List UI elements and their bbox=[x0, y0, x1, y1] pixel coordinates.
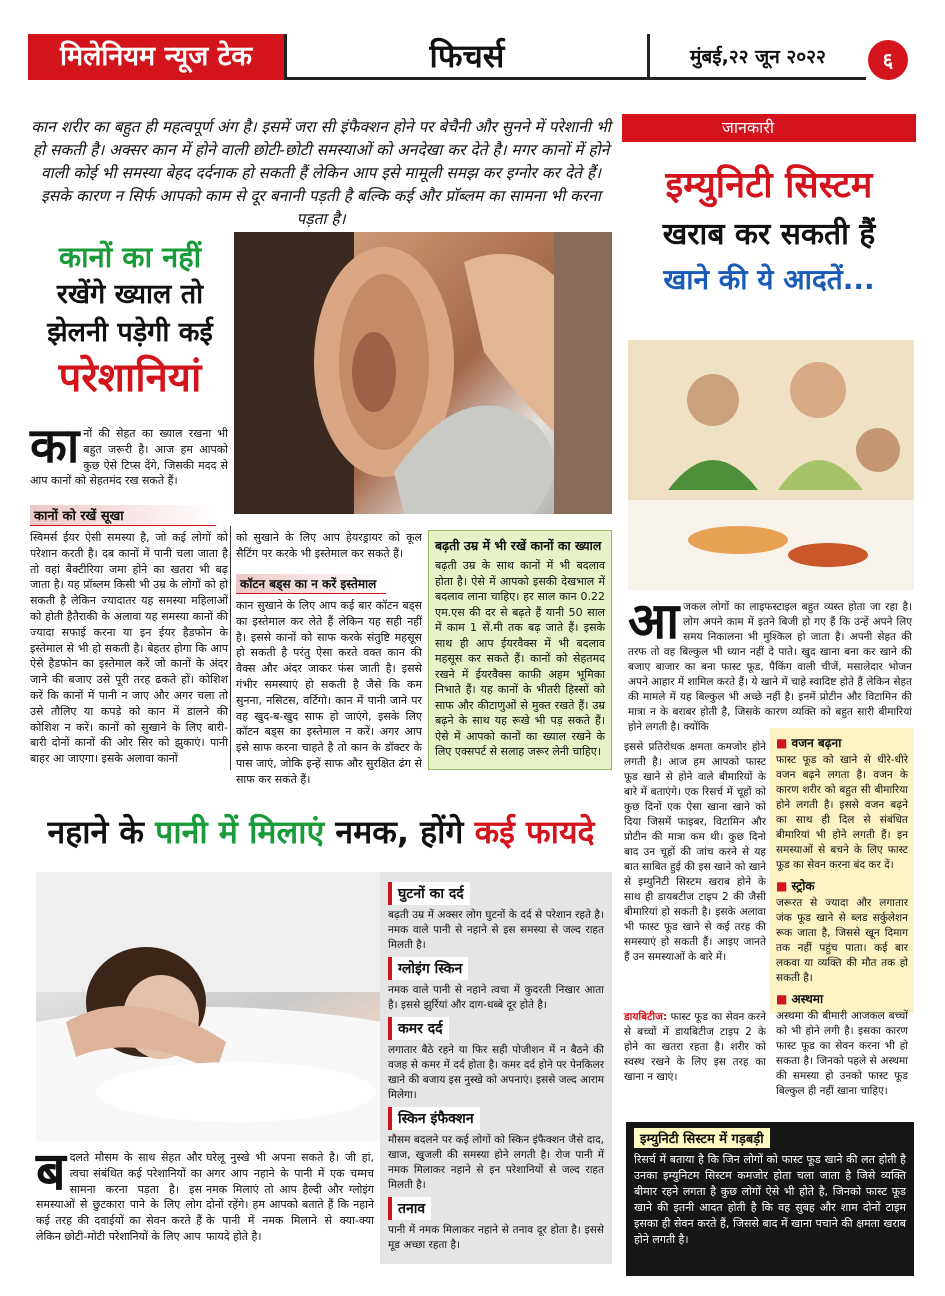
bath-benefit-title: घुटनों का दर्द bbox=[388, 882, 470, 905]
immunity-disorder-title: इम्युनिटी सिस्टम में गड़बड़ी bbox=[634, 1128, 770, 1148]
diabetes-label: डायबिटीज: bbox=[624, 1011, 668, 1023]
bath-headline-part2: पानी में मिलाएं bbox=[155, 813, 325, 851]
immunity-lead-paragraph bbox=[628, 592, 912, 735]
ear-intro: कान शरीर का बहुत ही महत्वपूर्ण अंग है। इसमें जरा सी इंफैक्शन होने पर बेचैनी और सुनने में परेशानी भी हो सकती है। अक्सर कान में होने वाली छोटी-छोटी समस्याओं को अनदेखा कर देते है। मगर कानों में होने वाली कोई भी समस्या बेहद दर्दनाक हो सकती हैं लेकिन आप इसे मामूली समझ कर इग्नोर कर देते हैं। इसके कारण न सिर्फ आपको काम से दूर बनानी पड़ती है बल्कि कई और प्रॉब्लम का सामना भी करना पड़ता है। bbox=[31, 118, 611, 228]
section-tag: जानकारी bbox=[622, 114, 916, 142]
ear-column-2b: कान सुखाने के लिए आप कई बार कॉटन बड्स का इस्तेमाल कर लेते हैं लेकिन यह सही नहीं है। इससे कानों को साफ करके संतुष्टि महसूस हो सकती है परंतु ऐसा करते वक्त कान की वैक्स और अंदर जाकर फंस जाती है। इससे गंभीर समस्याएं हो सकती है जैसे कि कम सुनना, नसिटस, वर्टिगो। कान में पानी जाने पर वह खुद-ब-खुद साफ हो जाएंगे, इसके लिए कॉटन बड्स का इस्तेमाल न करें। अगर आप इसे साफ करना चाहते है तो कान के डॉक्टर के पास जाएं, जोकि इन्हें साफ और सुरक्षित ढंग से साफ कर सकते हैं। bbox=[236, 599, 422, 786]
ear-aging-box bbox=[428, 530, 612, 770]
bath-benefits-box bbox=[380, 872, 612, 1264]
immunity-disorder-text: रिसर्च में बताया है कि जिन लोगों को फास्ट फूड खाने की लत होती है उनका इम्युनिटम सिस्टम कमजोर होता चला जाता है जिसे व्यक्ति बीमार रहने लगता है कुछ लोगों ऐसे भी होते है, जिनको फास्ट फूड खाने की इतनी आदत होती है कि वह सुबह और शाम दोनों टाइम इसका ही सेवन करते हैं, जिससे बाद में खाना पचाने की क्षमता खराब होने लगती है। bbox=[634, 1153, 906, 1246]
bath-dropcap: ब bbox=[36, 1142, 66, 1202]
ear-column-2a: को सुखाने के लिए आप हेयरड्रायर को कूल सैटिंग पर करके भी इस्तेमाल कर सकते हैं। bbox=[236, 531, 422, 560]
ear-photo bbox=[234, 232, 612, 514]
section-title: फिचर्स bbox=[284, 34, 650, 80]
diabetes-note bbox=[624, 1010, 766, 1085]
risk-item bbox=[776, 990, 908, 1099]
ear-headline-line2: रखेंगे ख्याल तो bbox=[56, 279, 204, 310]
bath-benefit-item bbox=[388, 1103, 604, 1193]
page-number: ६ bbox=[868, 40, 908, 80]
bath-headline-part3: नमक, होंगे bbox=[324, 813, 475, 851]
risk-title: ■ स्ट्रोक bbox=[776, 879, 815, 893]
bath-benefit-title: ग्लोइंग स्किन bbox=[388, 957, 468, 980]
immunity-headline-line2: खराब कर सकती हैं bbox=[662, 217, 876, 252]
bath-illustration bbox=[36, 872, 382, 1142]
risk-title: ■ वजन बढ़ना bbox=[776, 736, 842, 750]
immunity-headline-line1: इम्युनिटी सिस्टम bbox=[665, 165, 873, 206]
ear-headline-line3: झेलनी पड़ेगी कई bbox=[47, 317, 213, 348]
risk-text: फास्ट फूड को खाने से धीरे-धीरे वजन बढ़ने लगता है। वजन के कारण शरीर को बहुत सी बीमारिया होने लगती है। इससे वजन बढ़ने का साथ ही दिल से संबंधित बीमारियां भी होने लगती हैं। इन समस्याओं से बचने के लिए फास्ट फूड का सेवन करना बंद कर दें। bbox=[776, 754, 908, 871]
immunity-lead-text: जकल लोगों का लाइफस्टाइल बहुत व्यस्त होता जा रहा है। लोग अपने काम में इतने बिजी हो गए हैं कि उन्हें अपने लिए समय निकालना भी मुश्किल हो जाता है। अपनी सेहत की तरफ तो वह बिल्कुल भी ध्यान नहीं दे पाते। खुद खाना बना कर खाने की बजाए बाजार का बना फास्ट फूड, पैकिंग वाली चीजें, मसालेदार भोजन अपने आहार में शामिल करते हैं। ये खाने में चाहे स्वादिष्ट होते हैं लेकिन सेहत की मामले में यह बिल्कुल भी अच्छे नहीं है। इनमें प्रोटीन और विटामिन की मात्रा न के बराबर होती है, जिसके कारण व्यक्ति को बहुत सारी बीमारियां होने लगती है। क्योंकि bbox=[628, 601, 912, 733]
risk-item bbox=[776, 734, 908, 873]
bath-headline bbox=[30, 812, 612, 852]
immunity-headline bbox=[622, 160, 916, 302]
bath-benefit-title: स्किन इंफैक्शन bbox=[388, 1107, 480, 1130]
ear-subhead-dry: कानों को रखें सूखा bbox=[30, 505, 216, 526]
bath-headline-part1: नहाने के bbox=[47, 813, 156, 851]
ear-aging-title: बढ़ती उम्र में भी रखें कानों का ख्याल bbox=[435, 538, 602, 553]
ear-subhead-cotton: कॉटन बड्स का न करें इस्तेमाल bbox=[236, 574, 386, 594]
immunity-dropcap: आ bbox=[628, 592, 680, 650]
ear-lead-paragraph bbox=[30, 418, 228, 489]
bath-benefit-text: लगातार बैठे रहने या फिर सही पोजीशन में न बैठने की वजह से कमर में दर्द होता है। कमर दर्द होने पर पेनकिलर खाने की बजाय इस नुस्खे को अपनाएं। इससे जल्द आराम मिलेगा। bbox=[388, 1044, 604, 1101]
masthead bbox=[28, 34, 916, 88]
bath-lead-text: दलते मौसम के साथ सेहत और त्वचा संबंधित कई परेशानियों का सामना करना पड़ता है। इस समस्याओं से छुटकारा पाने के लिए लोग कई तरह की दवाईयों का सेवन करते हैं लेकिन छोटी-मोटी परेशानियों के लिए आप bbox=[36, 1151, 202, 1243]
bath-benefit-item bbox=[388, 953, 604, 1013]
ear-headline bbox=[30, 238, 230, 404]
issue-date: मुंबई,२२ जून २०२२ bbox=[650, 34, 866, 80]
risk-text: जरूरत से ज्यादा और लगातार जंक फूड खाने से ब्लड सर्कुलेशन रूक जाता है, जिससे खून दिमाग तक नहीं पहुंच पाता। कई बार लकवा या व्यक्ति की मौत तक हो सकती है। bbox=[776, 897, 908, 984]
risk-title: ■ अस्थमा bbox=[776, 992, 824, 1006]
bath-column-2: घरेलू नुस्खे भी अपना सकते है। जी हां, अगर आप नहाने के पानी में एक चम्मच नमक मिलाएं तो आप हैल्दी और ग्लोइंग दोनों रहेंगे। हम आपको बताते हैं कि नहाने के पानी में नमक मिलाने से क्या-क्या फायदे होते है। bbox=[206, 1151, 374, 1243]
brand-title: मिलेनियम न्यूज टेक bbox=[28, 34, 284, 80]
bath-benefit-title: कमर दर्द bbox=[388, 1017, 449, 1040]
bath-benefit-title: तनाव bbox=[388, 1197, 431, 1220]
ear-column-1: स्विमर्स ईयर ऐसी समस्या है, जो कई लोगों को परेशान करती है। दब कानों में पानी चला जाता है तो वहां बैक्टीरिया जमा होने का खतरा भी बढ़ जाता है। यह प्रॉब्लम किसी भी उम्र के लोगों को हो सकती है लेकिन ज्यादातर यह समस्या महिलाओं को होती हैतैराकी के अलावा यह समस्या कानों की ज्यादा सफाई करना या इन ईयर हैडफोन के इस्तेमाल से भी हो सकती है। बेहतर होगा कि आप ऐसे हैडफोन का इस्तेमाल करें जो कानों के अंदर जाने की बजाए उसे पूरी तरह ढकते हों। कोशिश करें कि कानों में पानी न जाए और अगर चला तो उसे तौलिए या कपड़े को कान में डालने की कोशिश न करें। कानों को सुखाने के लिए बारी-बारी दोनों कानों की ओर सिर को झुकाएं। पानी बाहर आ जाएगा। इसके अलावा कानों bbox=[30, 531, 228, 766]
bath-benefit-text: मौसम बदलने पर कई लोगों को स्किन इंफैक्शन जैसे दाद, खाज, खुजली की समस्या होने लगती है। रोज पानी में नमक मिलाकर नहाने से इन परेशानियों से जल्द राहत मिलती है। bbox=[388, 1134, 604, 1191]
fastfood-risks-box bbox=[770, 728, 914, 1097]
bath-benefit-item bbox=[388, 878, 604, 953]
bath-benefit-text: बढ़ती उम्र में अक्सर लोग घुटनों के दर्द से परेशान रहते है। नमक वाले पानी से नहाने से इस समस्या से जल्द राहत मिलती है। bbox=[388, 909, 604, 951]
bath-photo bbox=[36, 872, 382, 1142]
diabetes-text: फास्ट फूड का सेवन करने से बच्चों में डायबिटीज टाइप 2 के होने का खतरा रहता है। शरीर को स्वस्थ रखने के लिए इस तरह का खाना न खाएं। bbox=[624, 1011, 766, 1083]
immunity-article bbox=[622, 110, 916, 1276]
bath-benefit-item bbox=[388, 1013, 604, 1103]
bath-benefit-text: नमक वाले पानी से नहाने त्वचा में कुदरती निखार आता है। इससे झुर्रियां और दाग-धब्बे दूर होते है। bbox=[388, 984, 604, 1011]
column-divider bbox=[230, 526, 231, 770]
immunity-headline-line3: खाने की ये आदतें... bbox=[663, 263, 875, 296]
family-meal-photo bbox=[628, 340, 914, 590]
ear-headline-line1: कानों का नहीं bbox=[58, 240, 202, 274]
ear-lead-text: नों की सेहत का ख्याल रखना भी बहुत जरूरी है। आज हम आपको कुछ ऐसे टिप्स देंगे, जिसकी मदद से आप कानों को सेहतमंद रख सकते हैं। bbox=[30, 427, 228, 488]
immunity-column-left: इससे प्रतिरोधक क्षमता कमजोर होने लगती है। आज हम आपको फास्ट फूड खाने से होने वाले बीमारियों के बारे में बताएंगे। एक रिसर्च में चूहों को कुछ दिनों एक ऐसा खाना खाने को दिया जिसमें फाइबर, विटामिन और प्रोटीन की मात्रा कम थी। कुछ दिनो बाद उन चूहों की जांच करने से यह बात साबित हुई की इस खाने को खाने से इम्युनिटी सिस्टम खराब होने के साथ ही डायबटीज टाइप 2 की जैसी बीमारियां हो सकती है। इसके अलावा भी फास्ट फूड खाने से कई तरह की समस्याएं हो सकती हैं। आइए जानते हैं उन समस्याओं के बारे में। bbox=[624, 741, 766, 963]
family-illustration bbox=[628, 340, 914, 590]
bath-benefit-text: पानी में नमक मिलाकर नहाने से तनाव दूर होता है। इससे मूड अच्छा रहता है। bbox=[388, 1224, 604, 1251]
risk-text: अस्थमा की बीमारी आजकल बच्चों को भी होने लगी है। इसका कारण फास्ट फूड का सेवन करना भी हो सकता है। जिनको पहले से अस्थमा की समस्या हो उनको फास्ट फूड बिल्कुल ही नहीं खाना चाहिए। bbox=[776, 1010, 908, 1097]
ear-illustration bbox=[234, 232, 612, 514]
immunity-disorder-box bbox=[626, 1122, 914, 1276]
risk-item bbox=[776, 877, 908, 986]
bath-benefit-item bbox=[388, 1193, 604, 1253]
ear-dropcap: का bbox=[30, 418, 80, 474]
bath-lead-paragraph bbox=[36, 1142, 202, 1245]
ear-aging-text: बढ़ती उम्र के साथ कानों में भी बदलाव होता है। ऐसे में आपको इसकी देखभाल में बदलाव लाना चाहिए। हर साल कान 0.22 एम.एस की दर से बढ़ते हैं यानी 50 साल में काम 1 सें.मी तक बढ़ जाते हैं। इसके साथ ही आप ईयरवैक्स में भी बदलाव महसूस कर सकते हैं। कानों को सेहतमद रखने में ईयरवैक्स काफी अहम भूमिका निभाते हैं। यह कानों के भीतरी हिस्सों को साफ और कीटाणुओं से मुक्त रखते हैं। उम्र बढ़ने के साथ यह रूखे भी पड़ सकते हैं। ऐसे में आपको कानों का ख्याल रखने के लिए एक्सपर्ट से सलाह जरूर लेनी चाहिए। bbox=[435, 559, 605, 758]
bath-headline-part4: कई फायदे bbox=[474, 813, 595, 851]
ear-headline-line4: परेशानियां bbox=[58, 355, 202, 401]
